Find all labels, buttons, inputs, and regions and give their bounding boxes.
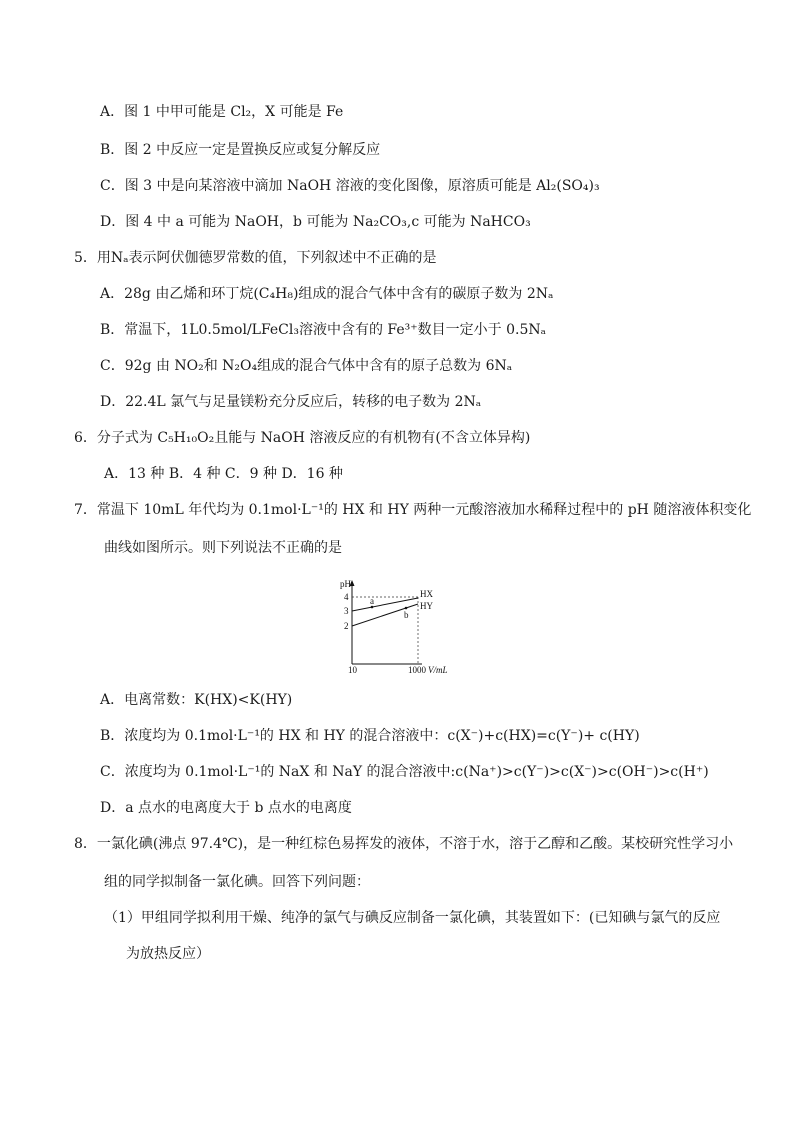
y-tick-4: 4	[344, 592, 349, 602]
q7-option-d: D．a 点水的电离度大于 b 点水的电离度	[100, 800, 352, 816]
q7-option-b: B．浓度均为 0.1mol·L⁻¹的 HX 和 HY 的混合溶液中：c(X⁻)+c(HX)=c(Y⁻)+ c(HY)	[100, 728, 640, 744]
y-tick-3: 3	[344, 606, 349, 616]
q5-option-a: A．28g 由乙烯和环丁烷(C₄H₈)组成的混合气体中含有的碳原子数为 2Nₐ	[100, 286, 554, 302]
q4-option-d: D．图 4 中 a 可能为 NaOH，b 可能为 Na₂CO₃,c 可能为 NaHCO₃	[100, 214, 531, 230]
q7-option-c: C．浓度均为 0.1mol·L⁻¹的 NaX 和 NaY 的混合溶液中:c(Na⁺)>c(Y⁻)>c(X⁻)>c(OH⁻)>c(H⁺)	[100, 764, 709, 780]
y-axis-label: pH	[340, 579, 351, 589]
q6-stem: 6．分子式为 C₅H₁₀O₂且能与 NaOH 溶液反应的有机物有(不含立体异构)	[74, 430, 531, 446]
x-tick-1000: 1000	[408, 665, 426, 674]
point-b	[405, 607, 408, 610]
hx-label: HX	[420, 589, 433, 599]
q4-option-b: B．图 2 中反应一定是置换反应或复分解反应	[100, 142, 381, 158]
hy-label: HY	[420, 601, 433, 611]
q4-option-a: A．图 1 中甲可能是 Cl₂，X 可能是 Fe	[100, 104, 344, 120]
q8-stem-line1: 8．一氯化碘(沸点 97.4℃)，是一种红棕色易挥发的液体，不溶于水，溶于乙醇和乙酸。某校研究性学习小	[74, 836, 734, 852]
q7-stem-line1: 7．常温下 10mL 年代均为 0.1mol·L⁻¹的 HX 和 HY 两种一元酸溶液加水稀释过程中的 pH 随溶液体积变化	[74, 502, 752, 518]
y-tick-2: 2	[344, 621, 349, 631]
q5-option-b: B．常温下，1L0.5mol/LFeCl₃溶液中含有的 Fe³⁺数目一定小于 0.5Nₐ	[100, 322, 547, 338]
point-b-label: b	[404, 610, 409, 620]
x-tick-10: 10	[348, 665, 357, 674]
q8-stem-line2: 组的同学拟制备一氯化碘。回答下列问题：	[104, 874, 370, 890]
q6-options: A．13 种 B．4 种 C．9 种 D．16 种	[104, 466, 343, 482]
q8-part1-line1: （1）甲组同学拟利用干燥、纯净的氯气与碘反应制备一氯化碘，其装置如下：(已知碘与氯气的反应	[104, 910, 721, 926]
q7-stem-line2: 曲线如图所示。则下列说法不正确的是	[104, 540, 342, 556]
q8-part1-line2: 为放热反应）	[126, 946, 210, 962]
x-axis-label: V/mL	[428, 665, 448, 674]
q5-stem: 5．用Nₐ表示阿伏伽德罗常数的值，下列叙述中不正确的是	[74, 250, 437, 266]
q7-option-a: A．电离常数：K(HX)<K(HY)	[100, 692, 293, 708]
ph-dilution-figure	[330, 578, 450, 674]
q5-option-d: D．22.4L 氯气与足量镁粉充分反应后，转移的电子数为 2Nₐ	[100, 394, 482, 410]
point-a-label: a	[370, 596, 374, 606]
point-a	[371, 606, 374, 609]
q4-option-c: C．图 3 中是向某溶液中滴加 NaOH 溶液的变化图像，原溶质可能是 Al₂(SO₄)₃	[100, 178, 600, 194]
q5-option-c: C．92g 由 NO₂和 N₂O₄组成的混合气体中含有的原子总数为 6Nₐ	[100, 358, 513, 374]
